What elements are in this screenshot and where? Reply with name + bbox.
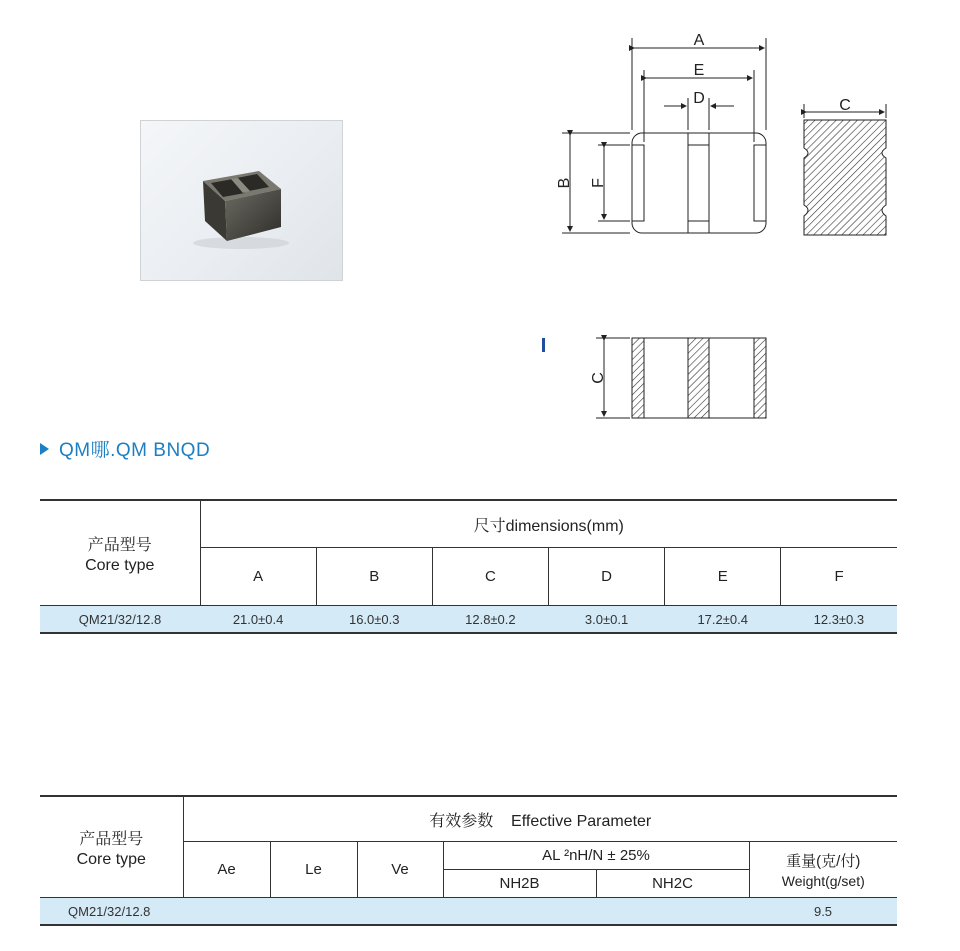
label-b: B — [556, 177, 573, 189]
weight-cn: 重量(克/付) — [786, 853, 861, 870]
dim-value-f: 12.3±0.3 — [781, 606, 897, 634]
dim-col-c: C — [432, 548, 548, 606]
label-d: D — [693, 90, 705, 107]
core-type-en-2: Core type — [76, 850, 146, 868]
dim-value-c: 12.8±0.2 — [432, 606, 548, 634]
core-type-header-2 — [40, 796, 183, 898]
dimension-drawing — [540, 20, 900, 430]
dim-value-e: 17.2±0.4 — [665, 606, 781, 634]
col-nh2c: NH2C — [596, 870, 749, 898]
params-group-header: 有效参数 Effective Parameter — [183, 796, 897, 842]
dim-value-b: 16.0±0.3 — [316, 606, 432, 634]
label-c-side: C — [839, 97, 851, 114]
label-c-bottom: C — [590, 372, 607, 384]
dimensions-table — [40, 499, 897, 634]
label-e: E — [693, 62, 705, 79]
parameters-table — [40, 795, 897, 926]
dim-col-a: A — [200, 548, 316, 606]
dim-value-d: 3.0±0.1 — [548, 606, 664, 634]
dim-col-d: D — [548, 548, 664, 606]
col-ve: Ve — [357, 842, 443, 898]
triangle-bullet-icon — [40, 443, 49, 455]
param-value-nh2c — [596, 898, 749, 926]
param-value-core: QM21/32/12.8 — [40, 898, 183, 926]
col-le: Le — [270, 842, 357, 898]
product-photo — [140, 120, 343, 281]
section-marker — [542, 338, 545, 352]
al-header: AL ²nH/N ± 25% — [443, 842, 749, 870]
param-value-ae — [183, 898, 270, 926]
dimensions-group-header: 尺寸dimensions(mm) — [200, 500, 897, 548]
param-value-ve — [357, 898, 443, 926]
dim-col-e: E — [665, 548, 781, 606]
weight-header — [749, 842, 897, 898]
section-title — [40, 435, 210, 462]
core-type-header — [40, 500, 200, 606]
dim-col-b: B — [316, 548, 432, 606]
dim-col-f: F — [781, 548, 897, 606]
param-value-weight: 9.5 — [749, 898, 897, 926]
label-f: F — [590, 178, 607, 188]
param-value-le — [270, 898, 357, 926]
ferrite-core-image — [141, 121, 342, 280]
weight-en: Weight(g/set) — [781, 873, 865, 889]
row-core-type: QM21/32/12.8 — [40, 606, 200, 634]
core-type-cn: 产品型号 — [87, 536, 152, 554]
param-value-nh2b — [443, 898, 596, 926]
core-type-cn-2: 产品型号 — [79, 830, 144, 848]
col-ae: Ae — [183, 842, 270, 898]
label-a: A — [693, 32, 705, 49]
section-title-text: QM哪.QM BNQD — [59, 440, 211, 461]
col-nh2b: NH2B — [443, 870, 596, 898]
dim-value-a: 21.0±0.4 — [200, 606, 316, 634]
core-type-en: Core type — [85, 556, 155, 574]
